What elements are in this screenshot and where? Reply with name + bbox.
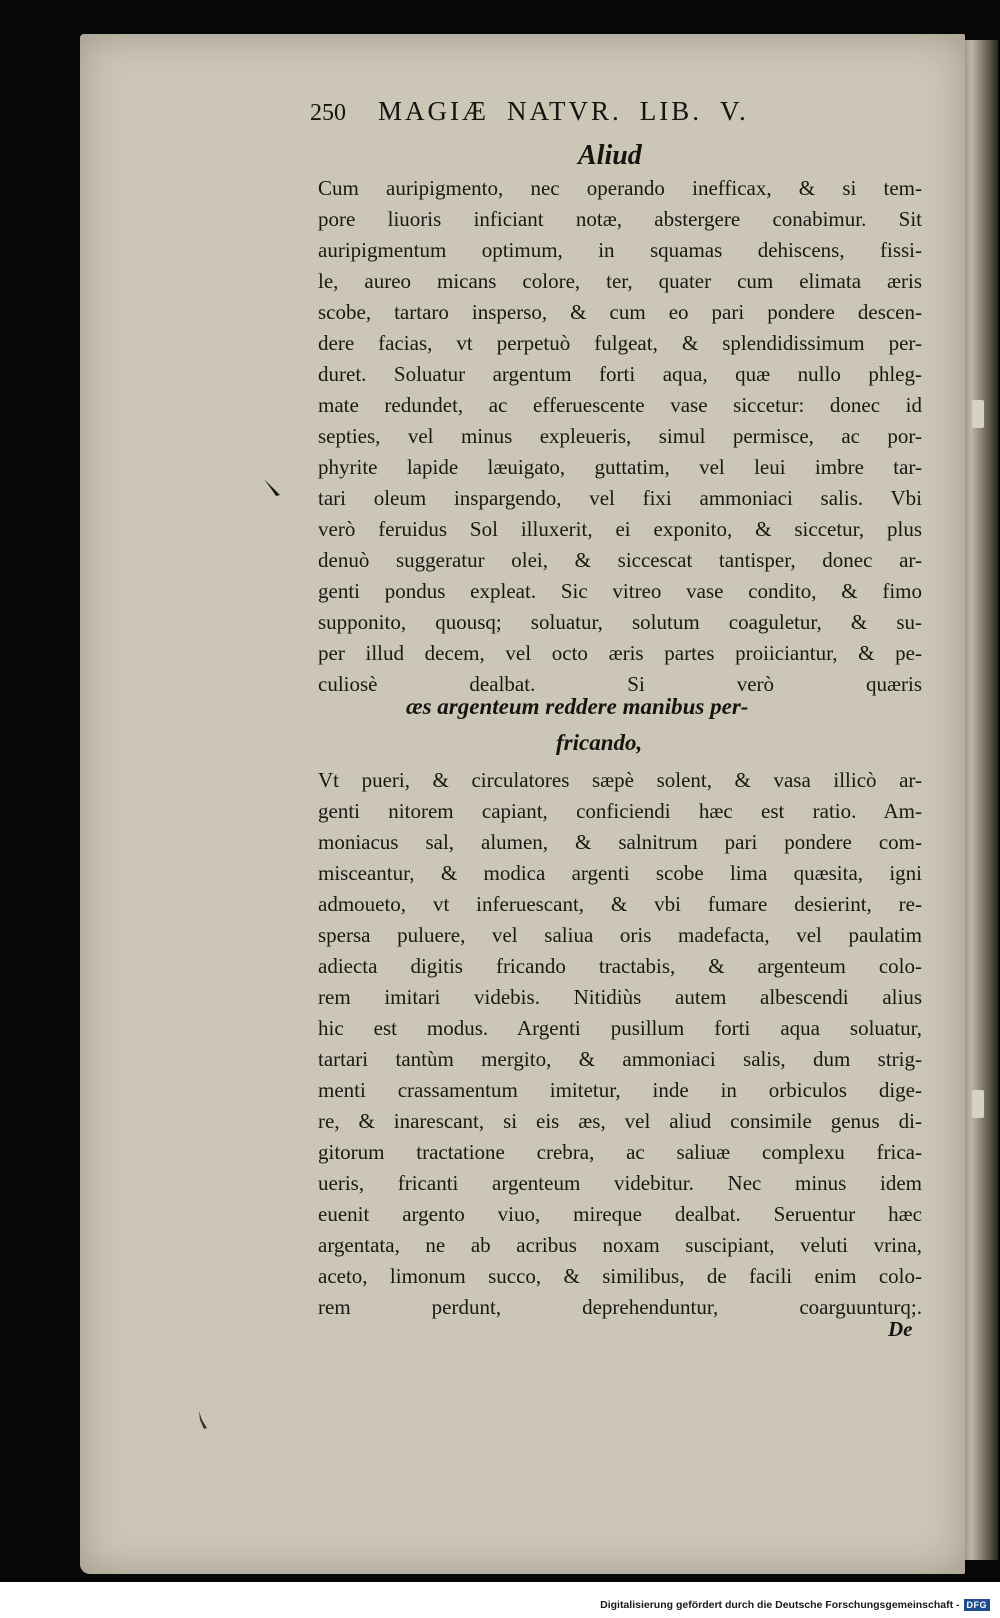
text-line: gitorum tractatione crebra, ac saliuæ complexu frica-: [318, 1140, 922, 1164]
text-line: denuò suggeratur olei, & siccescat tantisper, donec ar-: [318, 548, 922, 572]
page-number: 250: [310, 100, 346, 126]
text-line: septies, vel minus expleueris, simul permisce, ac por-: [318, 424, 922, 448]
dfg-logo: DFG: [964, 1599, 991, 1611]
text-line: euenit argento viuo, mireque dealbat. Seruentur hæc: [318, 1202, 922, 1226]
text-line: menti crassamentum imitetur, inde in orbiculos dige-: [318, 1078, 922, 1102]
text-line: adiecta digitis fricando tractabis, & argenteum colo-: [318, 954, 922, 978]
text-line: dere facias, vt perpetuò fulgeat, & splendidissimum per-: [318, 331, 922, 355]
text-line: tartari tantùm mergito, & ammoniaci salis, dum strig-: [318, 1047, 922, 1071]
running-head: [310, 96, 850, 127]
paragraph-2: [318, 765, 922, 1323]
text-line: verò feruidus Sol illuxerit, ei exponito, & siccetur, plus: [318, 517, 922, 541]
running-head-word: V.: [720, 96, 749, 126]
page-edge: [960, 40, 998, 1560]
text-line: Vt pueri, & circulatores sæpè solent, & vasa illicò ar-: [318, 768, 922, 792]
paragraph-1: [318, 173, 922, 700]
text-line: supponito, quousq; soluatur, solutum coaguletur, & su-: [318, 610, 922, 634]
text-line: culiosè dealbat. Si verò quæris: [318, 672, 922, 696]
text-line: genti nitorem capiant, conficiendi hæc est ratio. Am-: [318, 799, 922, 823]
text-line: argentata, ne ab acribus noxam suscipiant, veluti vrina,: [318, 1233, 922, 1257]
running-head-word: MAGIÆ: [378, 96, 490, 126]
running-head-word: NATVR.: [507, 96, 622, 126]
text-line: mate redundet, ac efferuescente vase siccetur: donec id: [318, 393, 922, 417]
ink-mark: [196, 1410, 210, 1430]
text-line: hic est modus. Argenti pusillum forti aqua soluatur,: [318, 1016, 922, 1040]
text-line: spersa puluere, vel saliua oris madefacta, vel paulatim: [318, 923, 922, 947]
text-line: pore liuoris inficiant notæ, abstergere conabimur. Sit: [318, 207, 922, 231]
ink-mark: [262, 476, 284, 498]
text-line: scobe, tartaro insperso, & cum eo pari pondere descen-: [318, 300, 922, 324]
subheading-line-1: æs argenteum reddere manibus per-: [406, 694, 749, 719]
text-line: genti pondus expleat. Sic vitreo vase condito, & fimo: [318, 579, 922, 603]
catchword: De: [888, 1317, 913, 1341]
text-line: re, & inarescant, si eis æs, vel aliud consimile genus di-: [318, 1109, 922, 1133]
text-line: le, aureo micans colore, ter, quater cum elimata æris: [318, 269, 922, 293]
text-line: per illud decem, vel octo æris partes proiiciantur, & pe-: [318, 641, 922, 665]
text-line: phyrite lapide læuigato, guttatim, vel leui imbre tar-: [318, 455, 922, 479]
text-line: rem perdunt, deprehenduntur, coarguunturq;.: [318, 1295, 922, 1319]
running-head-word: LIB.: [639, 96, 703, 126]
page-edge-tab: [972, 1090, 984, 1118]
text-line: duret. Soluatur argentum forti aqua, quæ nullo phleg-: [318, 362, 922, 386]
section-heading-aliud: Aliud: [578, 140, 642, 171]
text-line: moniacus sal, alumen, & salnitrum pari pondere com-: [318, 830, 922, 854]
credit-text: Digitalisierung gefördert durch die Deutsche Forschungsgemeinschaft -: [600, 1599, 960, 1611]
text-line: aceto, limonum succo, & similibus, de facili enim colo-: [318, 1264, 922, 1288]
text-line: auripigmentum optimum, in squamas dehiscens, fissi-: [318, 238, 922, 262]
text-line: Cum auripigmento, nec operando inefficax, & si tem-: [318, 176, 922, 200]
subheading-line-2: fricando,: [556, 730, 643, 755]
text-line: rem imitari videbis. Nitidiùs autem albescendi alius: [318, 985, 922, 1009]
text-line: misceantur, & modica argenti scobe lima quæsita, igni: [318, 861, 922, 885]
text-line: ueris, fricanti argenteum videbitur. Nec minus idem: [318, 1171, 922, 1195]
text-line: tari oleum inspargendo, vel fixi ammoniaci salis. Vbi: [318, 486, 922, 510]
text-line: admoueto, vt inferuescant, & vbi fumare desierint, re-: [318, 892, 922, 916]
digitization-credit: [596, 1596, 994, 1614]
page-edge-tab: [972, 400, 984, 428]
